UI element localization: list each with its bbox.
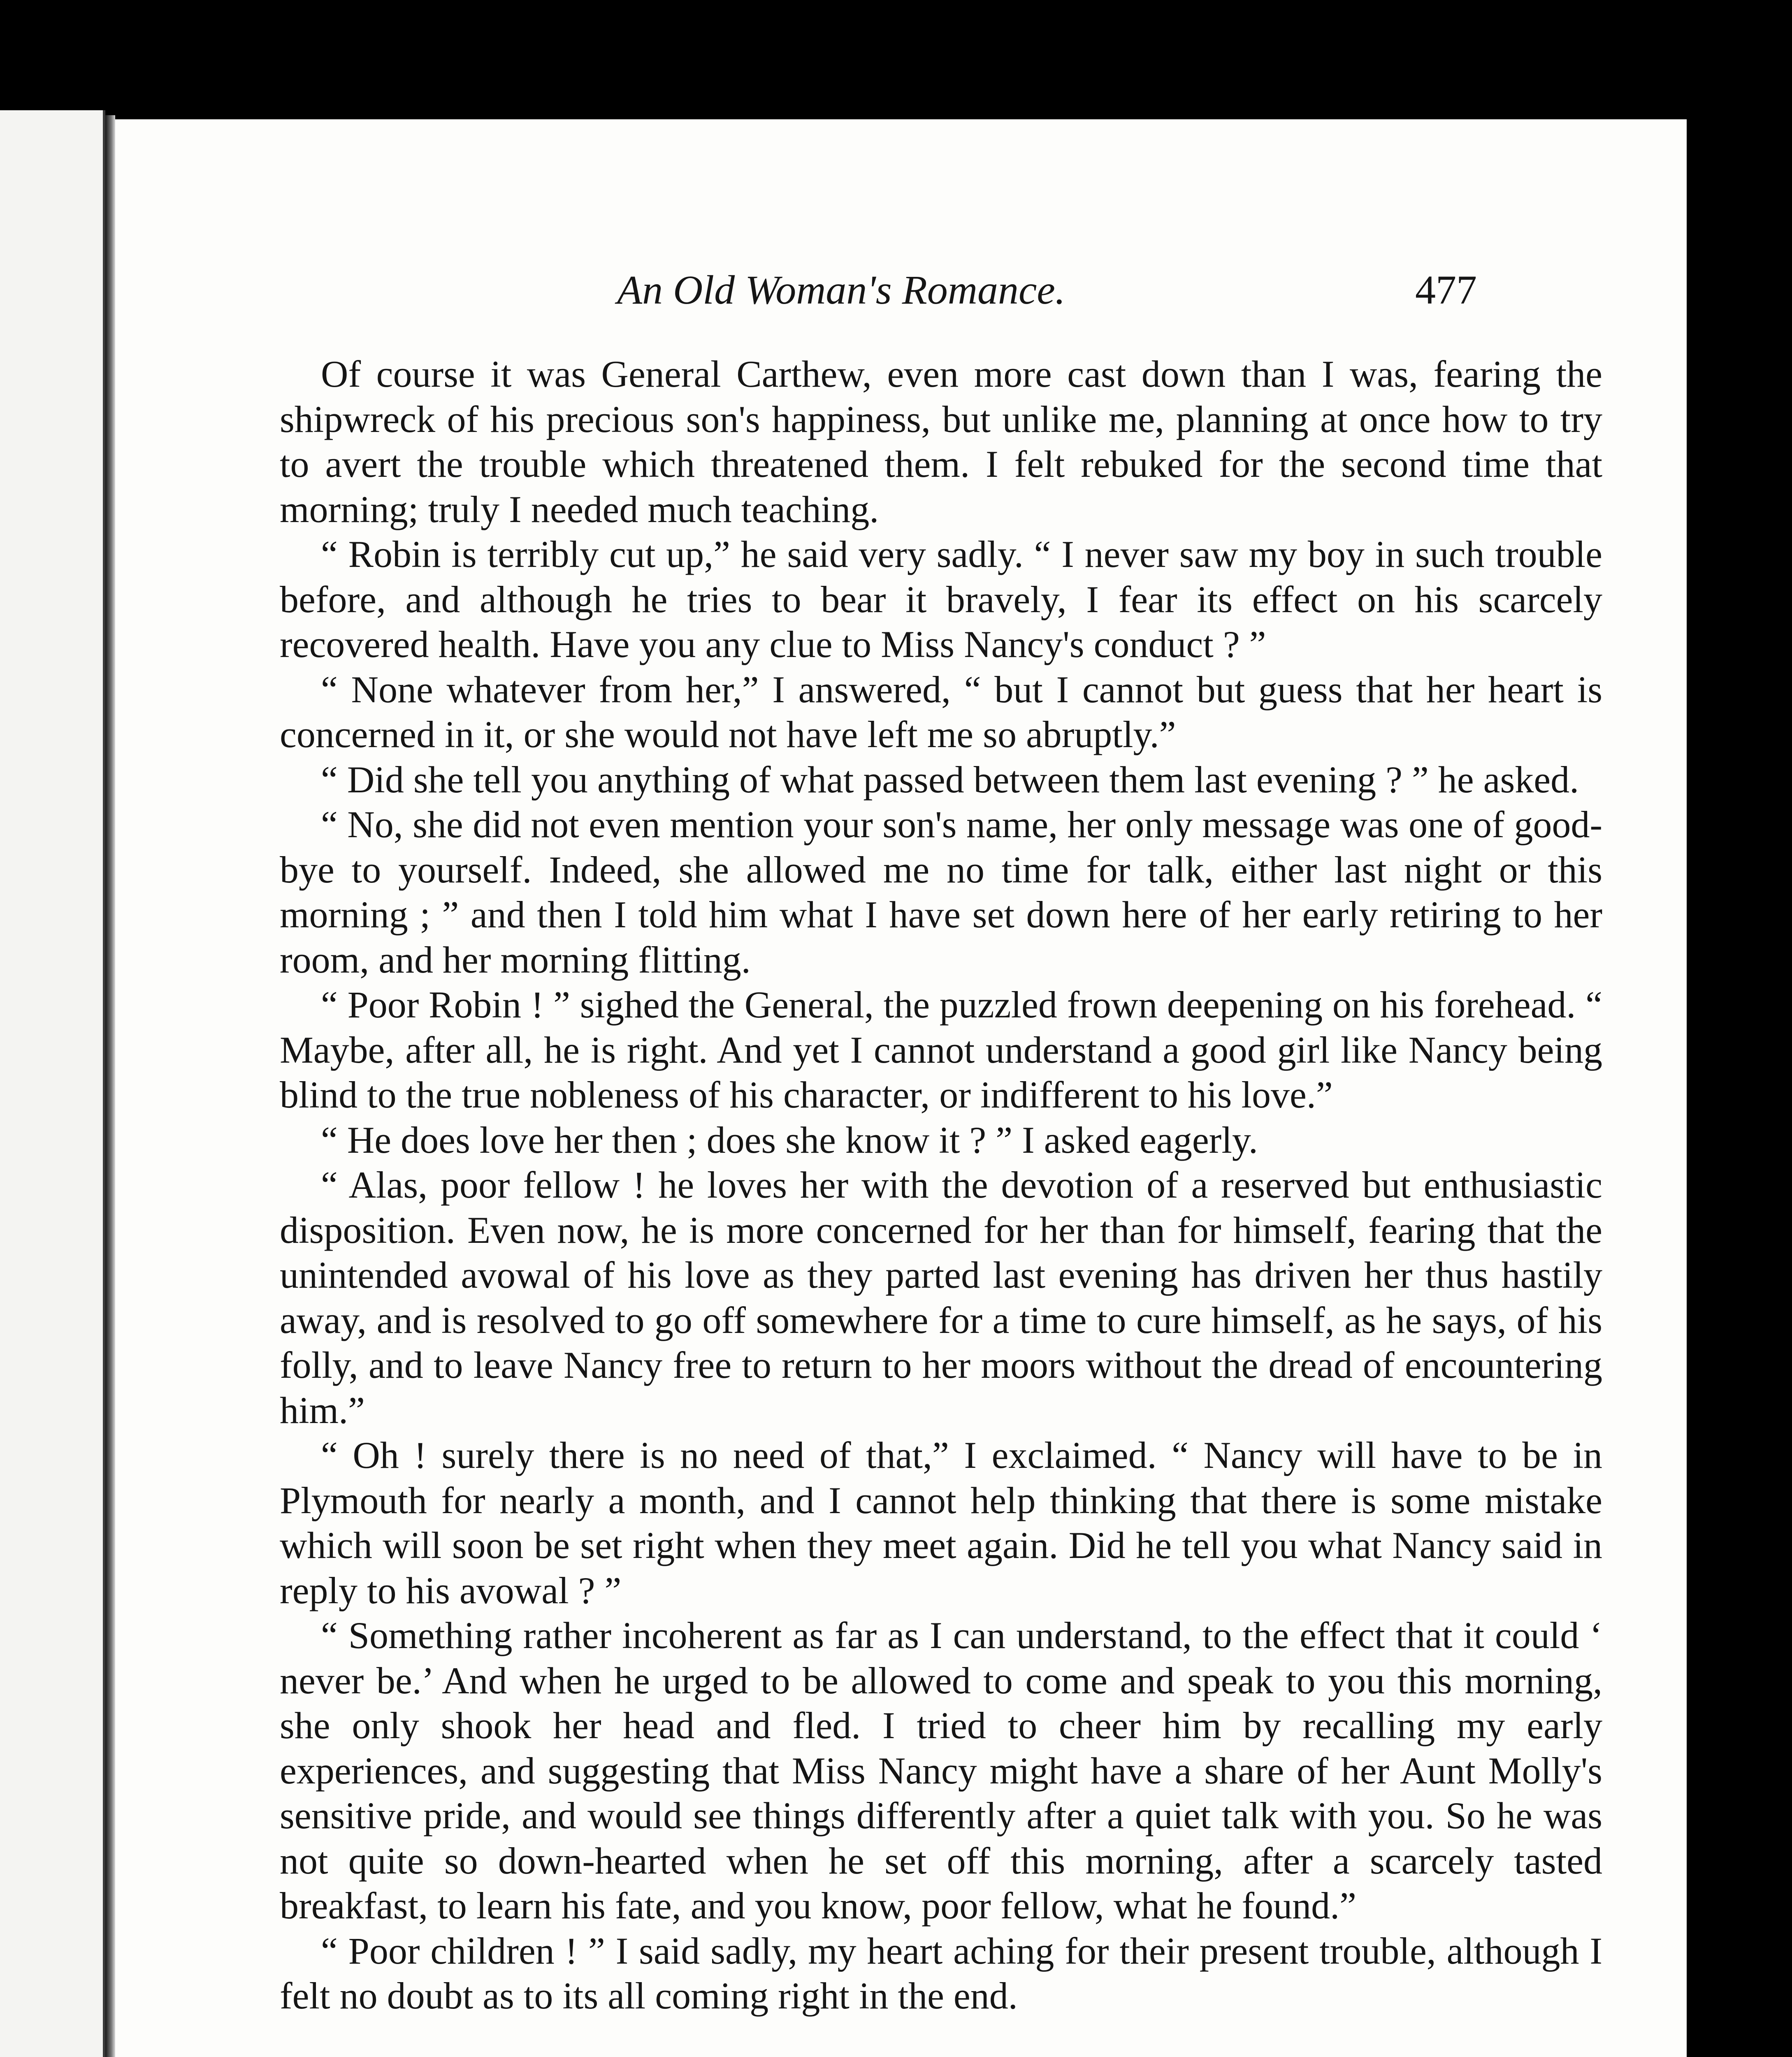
- paragraph: “ None whatever from her,” I answered, “ but I cannot but guess that her heart is concerned in it, or she would not have left me so abruptly.”: [280, 668, 1602, 755]
- book-page: [115, 119, 1687, 2057]
- paragraph: “ He does love her then ; does she know it ? ” I asked eagerly.: [321, 1119, 1258, 1161]
- paragraph: “ Poor children ! ” I said sadly, my heart aching for their present trouble, although I felt no doubt as to its all coming right in the end.: [280, 1929, 1602, 2017]
- book-gutter: [105, 115, 115, 2057]
- paragraph: “ Poor Robin ! ” sighed the General, the puzzled frown deepening on his forehead. “ Maybe, after all, he is right. And yet I cannot understand a good girl like Nancy being blind to the true nobleness of his character, or indifferent to his love.”: [280, 984, 1602, 1116]
- paragraph: “ Robin is terribly cut up,” he said very sadly. “ I never saw my boy in such trouble before, and although he tries to bear it bravely, I fear its effect on his scarcely recovered health. Have you any clue to Miss Nancy's conduct ? ”: [280, 533, 1602, 665]
- paragraph: “ No, she did not even mention your son's name, her only message was one of good-bye to yourself. Indeed, she allowed me no time for talk, either last night or this morning ; ” and then I told him what I have set down here of her early retiring to her room, and her morning flitting.: [280, 803, 1602, 981]
- paragraph: Of course it was General Carthew, even more cast down than I was, fearing the shipwreck of his precious son's happiness, but unlike me, planning at once how to try to avert the trouble which threatened them. I felt rebuked for the second time that morning; truly I needed much teaching.: [280, 353, 1602, 530]
- running-head: [115, 259, 1687, 321]
- running-title: An Old Woman's Romance.: [617, 267, 1065, 313]
- paragraph: “ Alas, poor fellow ! he loves her with the devotion of a reserved but enthusiastic disposition. Even now, he is more concerned for her than for himself, fearing that the unintended avowal of his love as they parted last evening has driven her thus hastily away, and is resolved to go off somewhere for a time to cure himself, as he says, of his folly, and to leave Nancy free to return to her moors without the dread of encountering him.”: [280, 1164, 1602, 1431]
- paragraph: “ Something rather incoherent as far as I can understand, to the effect that it could ‘ never be.’ And when he urged to be allowed to come and speak to you this morning, she only shook her head and fled. I tried to cheer him by recalling my early experiences, and suggesting that Miss Nancy might have a share of her Aunt Molly's sensitive pride, and would see things differently after a quiet talk with you. So he was not quite so down-hearted when he set off this morning, after a scarcely tasted breakfast, to learn his fate, and you know, poor fellow, what he found.”: [280, 1614, 1602, 1927]
- paragraph: “ Oh ! surely there is no need of that,” I exclaimed. “ Nancy will have to be in Plymouth for nearly a month, and I cannot help thinking that there is some mistake which will soon be set right when they meet again. Did he tell you what Nancy said in reply to his avowal ? ”: [280, 1434, 1602, 1611]
- facing-page-edge: [0, 110, 105, 2057]
- page-number: 477: [1415, 267, 1477, 313]
- body-text: [280, 352, 1602, 2019]
- paragraph: “ Did she tell you anything of what passed between them last evening ? ” he asked.: [321, 758, 1579, 801]
